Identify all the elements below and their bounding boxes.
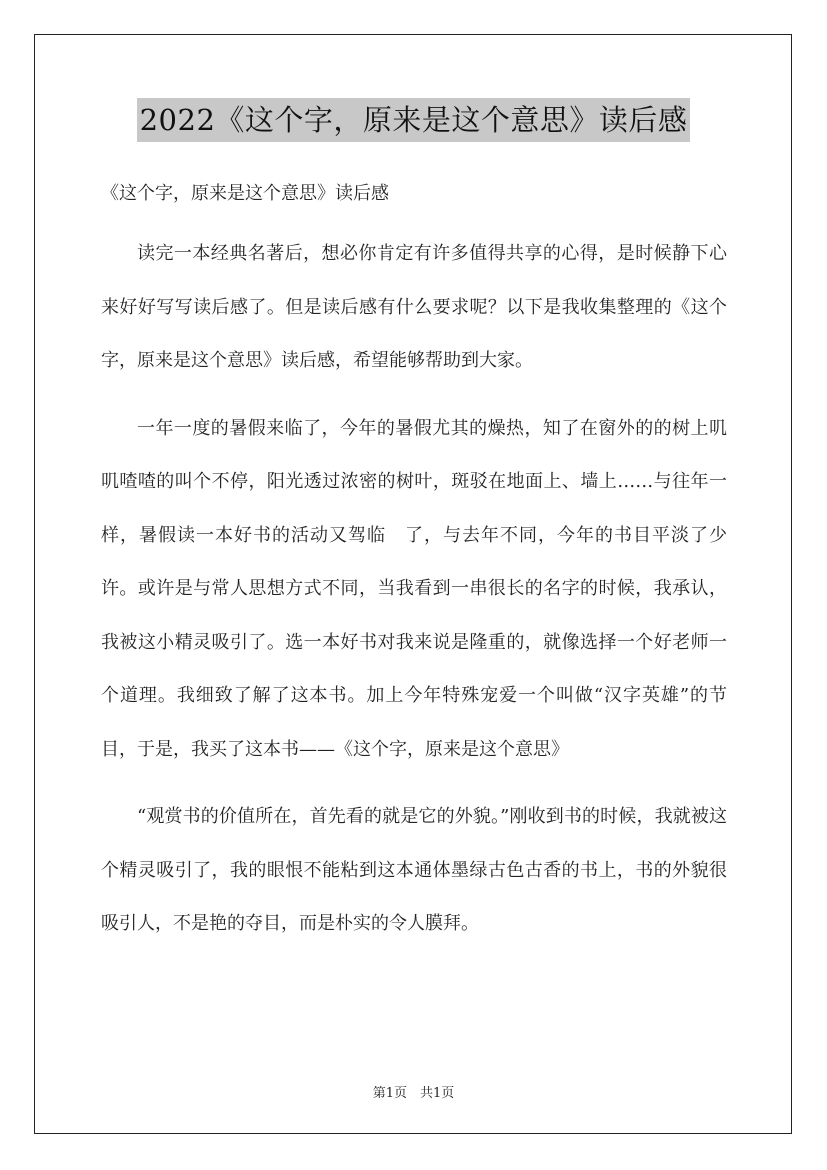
document-title: 2022《这个字，原来是这个意思》读后感 [137,98,691,142]
paragraph-appearance: “观赏书的价值所在，首先看的就是它的外貌。”刚收到书的时候，我就被这个精灵吸引了，我的眼恨不能粘到这本通体墨绿古色古香的书上，书的外貌很吸引人，不是艳的夺目，而是朴实的令人膜拜。 [101,806,727,934]
page-number-label: 第1页 共1页 [372,1086,455,1101]
document-body [101,174,727,965]
paragraph-summer: 一年一度的暑假来临了，今年的暑假尤其的燥热，知了在窗外的的树上叽叽喳喳的叫个不停，阳光透过浓密的树叶，斑驳在地面上、墙上……与往年一样，暑假读一本好书的活动又驾临 了，与去年不同，今年的书目平淡了少许。或许是与常人思想方式不同，当我看到一串很长的名字的时候，我承认，我被这小精灵吸引了。选一本好书对我来说是隆重的，就像选择一个好老师一个道理。我细致了解了这本书。加上今年特殊宠爱一个叫做“汉字英雄”的节目，于是，我买了这本书——《这个字，原来是这个意思》 [101,417,727,760]
title-container [0,98,827,142]
page-footer [0,1082,827,1101]
paragraph-intro: 读完一本经典名著后，想必你肯定有许多值得共享的心得，是时候静下心来好好写写读后感了。但是读后感有什么要求呢？以下是我收集整理的《这个字，原来是这个意思》读后感，希望能够帮助到大家。 [101,243,727,371]
document-subtitle: 《这个字，原来是这个意思》读后感 [101,183,389,204]
